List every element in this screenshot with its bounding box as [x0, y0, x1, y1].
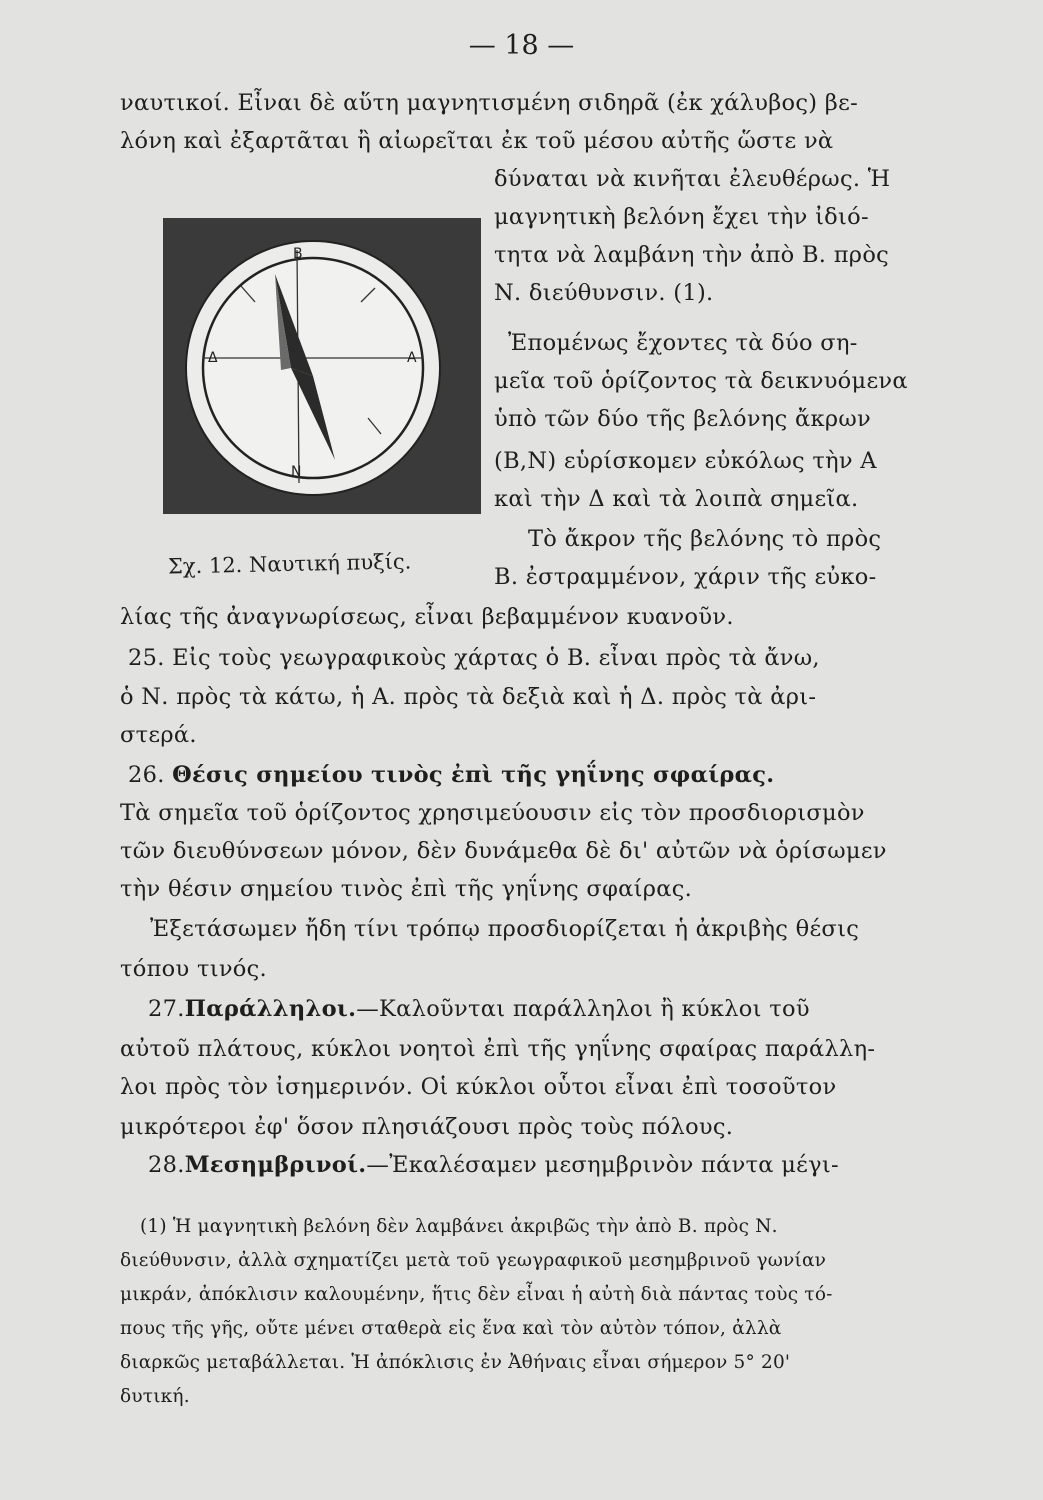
text-line: μικρότεροι ἐφ' ὅσον πλησιάζουσι πρὸς τοὺς πόλους. — [120, 1114, 734, 1140]
section-number: 26. — [128, 762, 165, 788]
text-line: δύναται νὰ κινῆται ἐλευθέρως. Ἡ — [494, 166, 891, 192]
text-line: Τὸ ἄκρον τῆς βελόνης τὸ πρὸς — [528, 526, 882, 552]
compass-north-label: Β — [293, 246, 303, 262]
footnote-line: διεύθυνσιν, ἀλλὰ σχηματίζει μετὰ τοῦ γεωγραφικοῦ μεσημβρινοῦ γωνίαν — [120, 1250, 827, 1271]
section-title: Παράλληλοι. — [184, 996, 357, 1022]
text-line: λίας τῆς ἀναγνωρίσεως, εἶναι βεβαμμένον κυανοῦν. — [120, 604, 734, 630]
text-line: αὐτοῦ πλάτους, κύκλοι νοητοὶ ἐπὶ τῆς γηΐνης σφαίρας παράλλη- — [120, 1036, 876, 1062]
text-line: λόνη καὶ ἐξαρτᾶται ἢ αἰωρεῖται ἐκ τοῦ μέσου αὐτῆς ὥστε νὰ — [120, 128, 834, 154]
text-line: 25. Εἰς τοὺς γεωγραφικοὺς χάρτας ὁ Β. εἶναι πρὸς τὰ ἄνω, — [128, 645, 820, 671]
compass-south-label: Ν — [291, 464, 302, 480]
text-line: ὁ Ν. πρὸς τὰ κάτω, ἡ Α. πρὸς τὰ δεξιὰ καὶ ἡ Δ. πρὸς τὰ ἀρι- — [120, 684, 817, 710]
section-heading-28 — [148, 1152, 839, 1179]
text-line: τόπου τινός. — [120, 956, 268, 982]
compass-figure — [163, 218, 481, 514]
text-line: Τὰ σημεῖα τοῦ ὁρίζοντος χρησιμεύουσιν εἰς τὸν προσδιορισμὸν — [120, 800, 865, 826]
section-heading-27 — [148, 996, 810, 1023]
section-title: Μεσημβρινοί. — [184, 1152, 367, 1178]
footnote-line: μικράν, ἀπόκλισιν καλουμένην, ἥτις δὲν εἶναι ἡ αὐτὴ διὰ πάντας τοὺς τό- — [120, 1284, 833, 1305]
text-line: Ν. διεύθυνσιν. (1). — [494, 280, 714, 306]
footnote-line: διαρκῶς μεταβάλλεται. Ἡ ἀπόκλισις ἐν Ἀθήναις εἶναι σήμερον 5° 20' — [120, 1352, 791, 1373]
text-line: Β. ἐστραμμένον, χάριν τῆς εὐκο- — [494, 564, 877, 590]
section-heading-26 — [128, 762, 774, 789]
figure-caption: Σχ. 12. Ναυτική πυξίς. — [167, 549, 412, 579]
text-line: τῶν διευθύνσεων μόνον, δὲν δυνάμεθα δὲ δι' αὐτῶν νὰ ὁρίσωμεν — [120, 838, 887, 864]
section-text: —Καλοῦνται παράλληλοι ἢ κύκλοι τοῦ — [356, 996, 810, 1022]
section-number: 28. — [148, 1152, 185, 1178]
section-number: 27. — [148, 996, 185, 1022]
section-title: Θέσις σημείου τινὸς ἐπὶ τῆς γηΐνης σφαίρας. — [172, 762, 775, 788]
compass-west-label: Δ — [208, 350, 218, 366]
compass-east-label: Α — [407, 350, 417, 366]
text-line: μεῖα τοῦ ὁρίζοντος τὰ δεικνυόμενα — [494, 368, 908, 394]
text-line: λοι πρὸς τὸν ἰσημερινόν. Οἱ κύκλοι οὗτοι εἶναι ἐπὶ τοσοῦτον — [120, 1074, 837, 1100]
text-line: τὴν θέσιν σημείου τινὸς ἐπὶ τῆς γηΐνης σφαίρας. — [120, 876, 693, 902]
text-line: καὶ τὴν Δ καὶ τὰ λοιπὰ σημεῖα. — [494, 486, 859, 512]
text-line: μαγνητικὴ βελόνη ἔχει τὴν ἰδιό- — [494, 204, 869, 230]
text-line: Ἐπομένως ἔχοντες τὰ δύο ση- — [508, 330, 858, 356]
text-line: ναυτικοί. Εἶναι δὲ αὕτη μαγνητισμένη σιδηρᾶ (ἐκ χάλυβος) βε- — [120, 90, 858, 116]
text-line: στερά. — [120, 722, 197, 748]
footnote-line: (1) Ἡ μαγνητικὴ βελόνη δὲν λαμβάνει ἀκριβῶς τὴν ἀπὸ Β. πρὸς Ν. — [140, 1216, 778, 1237]
text-line: (Β,Ν) εὑρίσκομεν εὐκόλως τὴν Α — [494, 448, 877, 474]
section-text: —Ἐκαλέσαμεν μεσημβρινὸν πάντα μέγι- — [366, 1152, 839, 1178]
footnote-line: δυτική. — [120, 1386, 190, 1407]
text-line: τητα νὰ λαμβάνη τὴν ἀπὸ Β. πρὸς — [494, 242, 890, 268]
footnote-line: πους τῆς γῆς, οὔτε μένει σταθερὰ εἰς ἕνα καὶ τὸν αὐτὸν τόπον, ἀλλὰ — [120, 1318, 782, 1339]
text-line: Ἐξετάσωμεν ἤδη τίνι τρόπῳ προσδιορίζεται ἡ ἀκριβὴς θέσις — [150, 916, 860, 942]
text-line: ὑπὸ τῶν δύο τῆς βελόνης ἄκρων — [494, 406, 871, 432]
compass-illustration — [163, 218, 481, 514]
page-number: — 18 — — [468, 30, 575, 61]
